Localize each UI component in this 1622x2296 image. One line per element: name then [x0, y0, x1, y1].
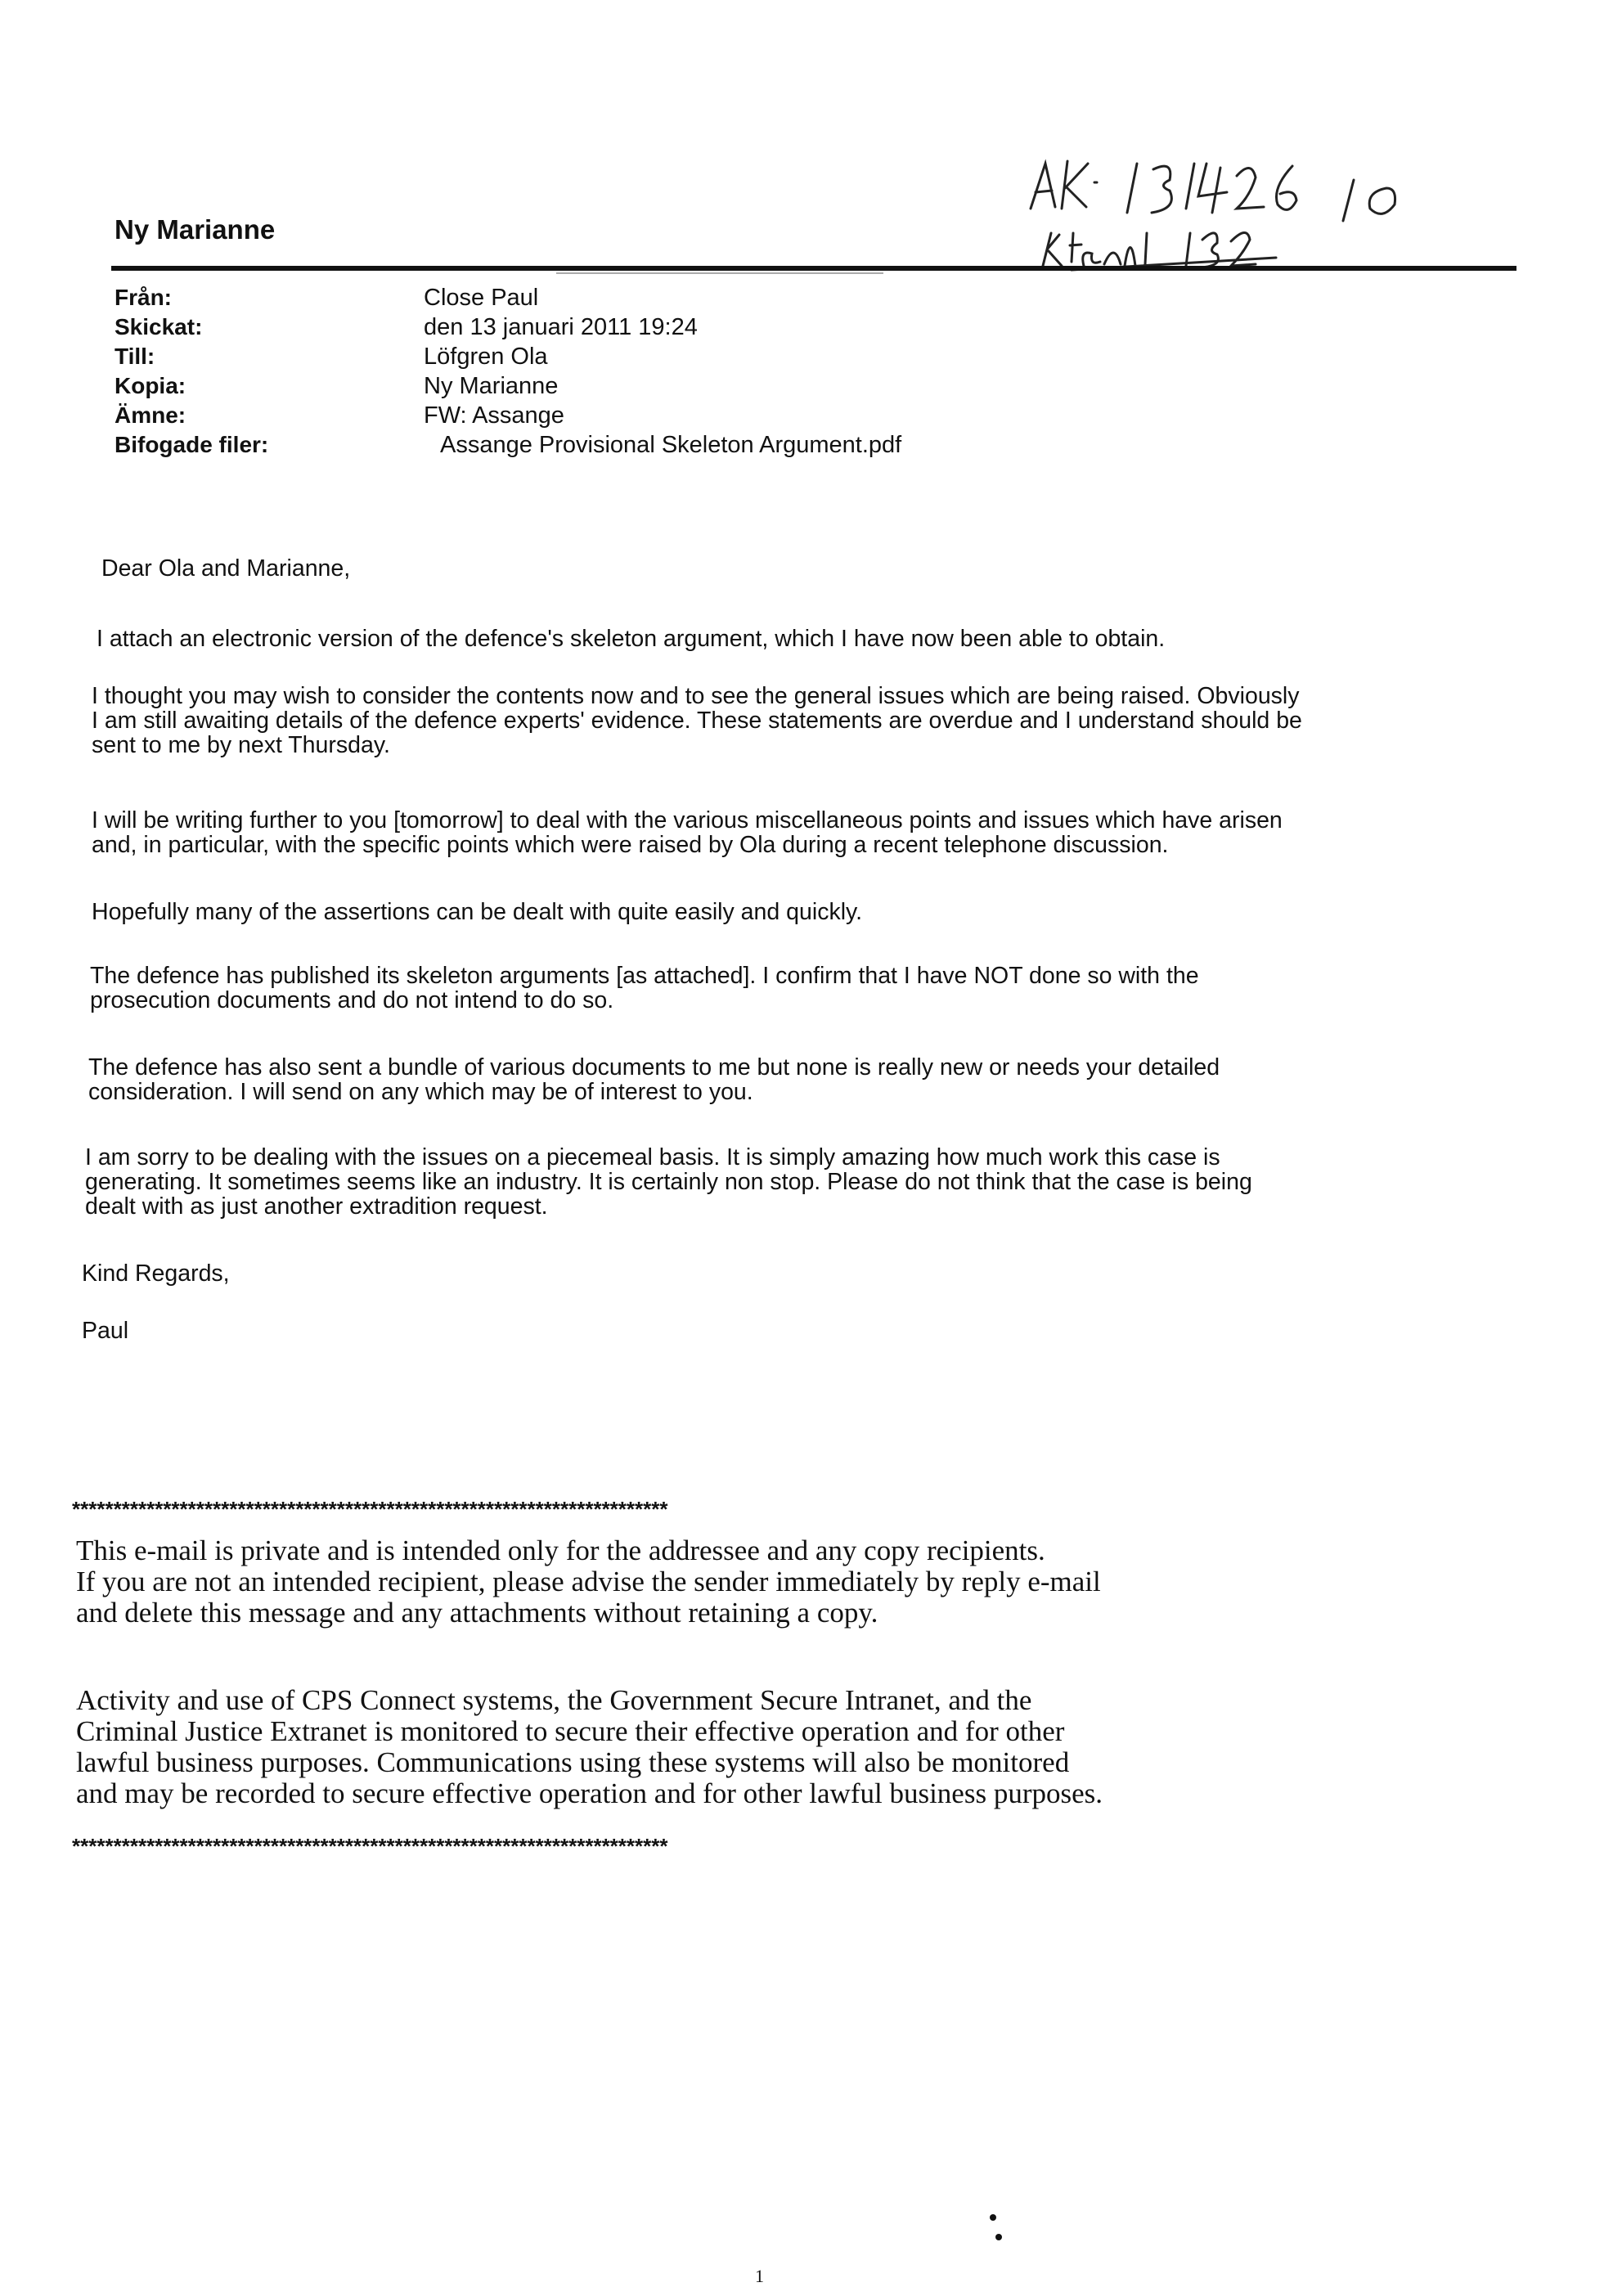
email-paragraph-5 — [90, 964, 1199, 1013]
header-label-to: Till: — [115, 344, 155, 369]
paragraph-line: The defence has also sent a bundle of various documents to me but none is really new or needs your detailed — [88, 1054, 1220, 1081]
email-paragraph-3 — [92, 808, 1283, 857]
paragraph-line: I will be writing further to you [tomorrow] to deal with the various miscellaneous points and issues which have arisen — [92, 807, 1283, 833]
email-greeting: Dear Ola and Marianne, — [101, 555, 351, 582]
disclaimer-line: and may be recorded to secure effective operation and for other lawful business purposes. — [76, 1777, 1103, 1809]
paragraph-line: and, in particular, with the specific points which were raised by Ola during a recent telephone discussion. — [92, 832, 1169, 858]
header-label-from: Från: — [115, 285, 172, 310]
header-value-cc: Ny Marianne — [424, 373, 559, 399]
email-paragraph-6 — [88, 1055, 1220, 1104]
disclaimer-border-bottom: ************************************************************************ — [72, 1834, 668, 1858]
paragraph-line: I am still awaiting details of the defence experts' evidence. These statements are overdue and I understand should be — [92, 708, 1302, 734]
disclaimer-block-1 — [76, 1535, 1101, 1629]
page-number: 1 — [755, 2266, 764, 2286]
paragraph-line: The defence has published its skeleton arguments [as attached]. I confirm that I have NOT done so with the — [90, 963, 1199, 989]
disclaimer-line: Activity and use of CPS Connect systems, the Government Secure Intranet, and the — [76, 1684, 1032, 1716]
paragraph-line: I thought you may wish to consider the contents now and to see the general issues which are being raised. Obviously — [92, 683, 1300, 709]
paragraph-line: dealt with as just another extradition request. — [85, 1193, 548, 1220]
paragraph-line: sent to me by next Thursday. — [92, 732, 390, 758]
disclaimer-block-2 — [76, 1685, 1103, 1809]
handwritten-case-number — [1022, 143, 1513, 274]
header-value-from: Close Paul — [424, 285, 539, 311]
paragraph-line: I am sorry to be dealing with the issues on a piecemeal basis. It is simply amazing how much work this case is — [85, 1144, 1220, 1170]
disclaimer-line: If you are not an intended recipient, please advise the sender immediately by reply e-mail — [76, 1566, 1101, 1597]
paragraph-line: generating. It sometimes seems like an industry. It is certainly non stop. Please do not think that the case is being — [85, 1169, 1252, 1195]
disclaimer-line: and delete this message and any attachments without retaining a copy. — [76, 1597, 878, 1629]
header-label-subject: Ämne: — [115, 402, 186, 428]
header-value-attachments[interactable]: Assange Provisional Skeleton Argument.pdf — [440, 432, 902, 458]
paragraph-line: Hopefully many of the assertions can be dealt with quite easily and quickly. — [92, 899, 863, 925]
email-paragraph-2 — [92, 684, 1302, 757]
paragraph-line: I attach an electronic version of the defence's skeleton argument, which I have now been able to obtain. — [97, 626, 1166, 652]
header-label-sent: Skickat: — [115, 314, 203, 339]
email-paragraph-7 — [85, 1145, 1252, 1219]
paragraph-line: prosecution documents and do not intend to do so. — [90, 987, 614, 1013]
header-label-attachments: Bifogade filer: — [115, 432, 269, 457]
disclaimer-line: Criminal Justice Extranet is monitored to secure their effective operation and for other — [76, 1715, 1065, 1747]
sender-name-heading: Ny Marianne — [115, 214, 276, 245]
header-value-to: Löfgren Ola — [424, 344, 548, 370]
header-divider-faint — [556, 272, 883, 274]
header-value-sent: den 13 januari 2011 19:24 — [424, 314, 698, 340]
email-signature: Paul — [82, 1318, 129, 1344]
email-paragraph-4 — [92, 900, 862, 924]
header-label-cc: Kopia: — [115, 373, 186, 398]
scan-speck-marks — [988, 2213, 1004, 2249]
header-divider — [111, 266, 1516, 271]
header-value-subject: FW: Assange — [424, 402, 564, 429]
paragraph-line: consideration. I will send on any which may be of interest to you. — [88, 1079, 753, 1105]
email-paragraph-1 — [97, 627, 1165, 651]
disclaimer-line: This e-mail is private and is intended only for the addressee and any copy recipients. — [76, 1534, 1045, 1566]
disclaimer-border-top: ************************************************************************ — [72, 1497, 668, 1521]
disclaimer-line: lawful business purposes. Communications using these systems will also be monitored — [76, 1746, 1070, 1778]
email-closing: Kind Regards, — [82, 1260, 230, 1287]
